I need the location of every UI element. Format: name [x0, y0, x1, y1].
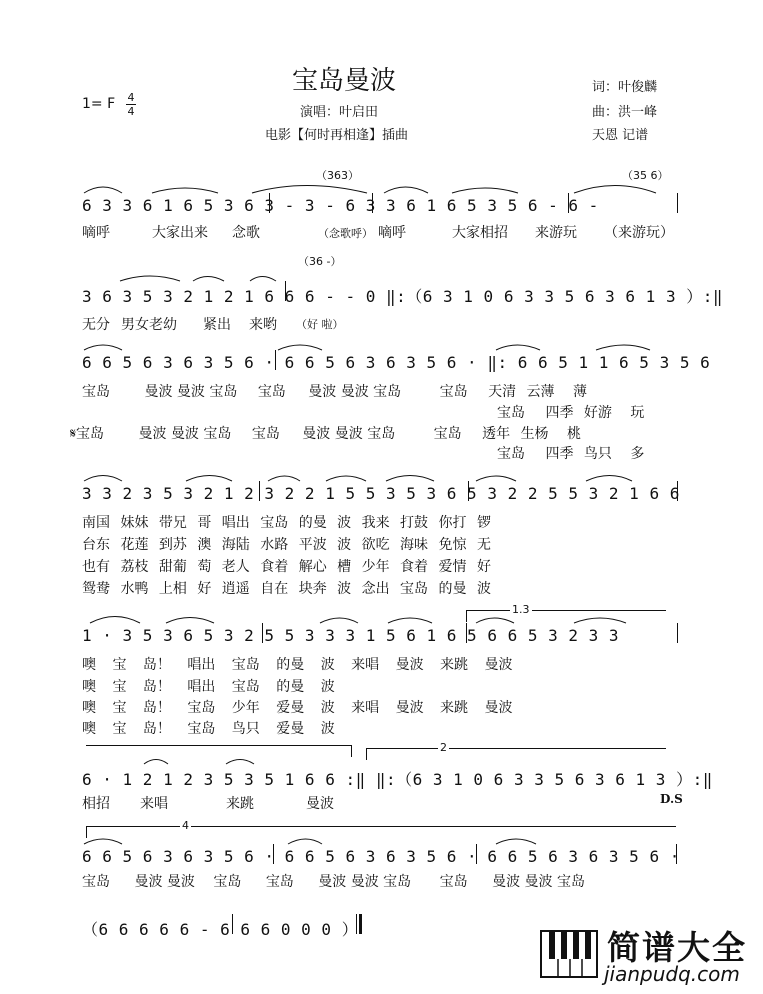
slur: [326, 476, 366, 481]
slur: [193, 277, 224, 282]
slur: [250, 277, 276, 282]
sys6-notes: 6 · 1 2 1 2 3 5 3 5 1 6 6 :‖ ‖:（6 3 1 0 6 3 3 5 6 3 6 1 3 ）:‖: [82, 770, 713, 789]
lyric: 宝岛: [433, 426, 462, 442]
slur: [144, 760, 168, 765]
composer: 曲：洪一峰: [592, 105, 658, 120]
slur: [574, 186, 656, 194]
sys8-notes: （6 6 6 6 6 - 6 6 6 0 0 0 ）: [82, 920, 359, 939]
lyric: 曼波: [170, 426, 199, 442]
logo-url[interactable]: jianpudq.com: [604, 962, 740, 986]
lyric: 宝岛: [82, 874, 110, 890]
lyric: 曼波: [176, 384, 205, 400]
slur: [268, 476, 300, 481]
key-signature: 1= F: [82, 96, 116, 112]
sys2-lyric-2: 男女老幼: [121, 317, 177, 333]
lyric: 曼波: [144, 384, 173, 400]
lyric: 𝄋宝岛: [70, 426, 105, 442]
sys7-notes: 6 6 5 6 3 6 3 5 6 · 6 6 5 6 3 6 3 5 6 · 6 6 5 6 3 6 3 5 6 ·: [82, 847, 680, 866]
slur: [320, 618, 358, 623]
sys5-lyric-2: 噢 宝 岛！ 唱出 宝岛 的曼 波: [82, 679, 335, 695]
lyric: 宝岛: [373, 384, 402, 400]
lyric: 曼波: [340, 384, 369, 400]
lyric: 天清: [488, 384, 517, 400]
slur: [90, 617, 140, 624]
transcriber: 天恩 记谱: [592, 128, 649, 143]
song-title: 宝岛曼波: [292, 66, 397, 96]
slur: [84, 345, 122, 350]
lyric: 宝岛: [209, 384, 238, 400]
lyric: 宝岛: [497, 446, 525, 462]
lyric: 鸟只: [583, 446, 612, 462]
lyric: 宝岛: [439, 874, 468, 890]
lyric: 曼波: [308, 384, 337, 400]
lyric: 四季: [545, 405, 574, 421]
slur: [152, 188, 218, 193]
sys6-lyric-3: 来跳: [226, 796, 254, 812]
sys1-lyric-3: 念歌: [232, 225, 260, 241]
slur: [586, 476, 632, 482]
lyric: 曼波: [138, 426, 167, 442]
sys2-paren: （36 -）: [298, 255, 342, 268]
lyric: 宝岛: [257, 384, 286, 400]
sys4-notes: 3 3 2 3 5 3 2 1 2 3 2 2 1 5 5 3 5 3 6 5 3 2 2 5 5 3 2 1 6 6: [82, 484, 680, 503]
time-bottom: 4: [127, 105, 135, 118]
sys1-lyric-8: （来游玩）: [604, 225, 674, 241]
sys4-lyric-3: 也有 荔枝 甜葡 萄 老人 食着 解心 槽 少年 食着 爱情 好: [82, 559, 491, 575]
slur: [386, 476, 434, 482]
slur: [166, 618, 214, 624]
sys5-notes: 1 · 3 5 3 6 5 3 2 5 5 3 3 3 1 5 6 1 6 5 6 6 5 3 2 3 3: [82, 626, 620, 645]
lyric: 宝岛: [82, 384, 110, 400]
sys1-lyric-2: 大家出来: [152, 225, 208, 241]
lyric: 曼波: [166, 874, 195, 890]
sys1-lyric-6: 大家相招: [452, 225, 508, 241]
sys5-lyric-1: 噢 宝 岛！ 唱出 宝岛 的曼 波 来唱 曼波 来跳 曼波: [82, 657, 513, 673]
sys2-lyric-4: 来哟: [249, 317, 277, 333]
slur: [384, 187, 428, 193]
volta-label: 1.3: [512, 603, 530, 616]
lyric: 四季: [545, 446, 574, 462]
slur: [496, 839, 536, 844]
volta-label: 4: [182, 819, 189, 832]
slur: [496, 345, 540, 350]
lyric: 宝岛: [213, 874, 242, 890]
lyric: 宝岛: [556, 874, 585, 890]
sys1-lyric-4: （念歌呼）: [318, 227, 373, 240]
lyric: 宝岛: [367, 426, 396, 442]
lyric: 曼波: [318, 874, 347, 890]
slur: [84, 187, 122, 193]
slur: [84, 839, 122, 844]
sys4-lyric-1: 南国 妹妹 带兄 哥 唱出 宝岛 的曼 波 我来 打鼓 你打 锣: [82, 515, 491, 531]
sys4-lyric-2: 台东 花莲 到苏 澳 海陆 水路 平波 波 欲吃 海味 免惊 无: [82, 537, 491, 553]
sys1-paren-1: （363）: [316, 169, 359, 182]
lyric: 曼波: [134, 874, 163, 890]
slur: [120, 276, 180, 281]
lyric: 曼波: [302, 426, 331, 442]
dal-segno: D.S: [660, 792, 683, 806]
sys1-lyric-5: 嘀呼: [378, 225, 406, 241]
singer: 演唱：叶启田: [300, 105, 379, 120]
sys1-paren-2: （35 6）: [622, 169, 669, 182]
lyric: 桃: [567, 426, 582, 442]
lyric: 云薄: [526, 384, 555, 400]
lyric: 生杨: [520, 426, 549, 442]
slur: [574, 618, 626, 623]
slur: [252, 186, 367, 194]
sys5-lyric-4: 噢 宝 岛！ 宝岛 鸟只 爱曼 波: [82, 721, 335, 737]
sys2-lyric-3: 紧出: [203, 317, 231, 333]
lyric: 宝岛: [439, 384, 468, 400]
lyric: 玩: [630, 405, 645, 421]
slur: [596, 345, 650, 350]
sys2-lyric-5: （好 啦）: [296, 318, 344, 331]
lyric: 曼波: [334, 426, 363, 442]
sys2-lyric-1: 无分: [82, 317, 110, 333]
lyric: 宝岛: [265, 874, 294, 890]
lyric: 薄: [572, 384, 587, 400]
logo-name: 简谱大全: [607, 928, 747, 967]
volta-label: 2: [440, 741, 447, 754]
lyric: 宝岛: [203, 426, 232, 442]
sys5-lyric-3: 噢 宝 岛！ 宝岛 少年 爱曼 波 来唱 曼波 来跳 曼波: [82, 700, 513, 716]
film-info: 电影【何时再相逢】插曲: [265, 128, 409, 143]
piano-logo-icon: [540, 925, 600, 979]
time-top: 4: [127, 91, 135, 104]
sys1-lyric-7: 来游玩: [535, 225, 577, 241]
sys2-notes: 3 6 3 5 3 2 1 2 1 6 6 6 - - 0 ‖:（6 3 1 0 6 3 3 5 6 3 6 1 3 ）:‖: [82, 287, 723, 306]
slur: [476, 618, 514, 623]
slur: [226, 760, 254, 765]
slur: [452, 188, 518, 193]
sys6-lyric-1: 相招: [82, 796, 110, 812]
sys6-lyric-2: 来唱: [140, 796, 168, 812]
sys1-lyric-1: 嘀呼: [82, 225, 110, 241]
sys4-lyric-4: 鸳鸯 水鸭 上相 好 逍遥 自在 块奔 波 念出 宝岛 的曼 波: [82, 581, 491, 597]
slur: [278, 345, 322, 350]
slur: [288, 839, 322, 844]
lyric: 宝岛: [497, 405, 525, 421]
lyric: 曼波: [492, 874, 521, 890]
slur: [186, 476, 232, 482]
lyric: 曼波: [524, 874, 553, 890]
lyric: 透年: [482, 426, 511, 442]
sys6-lyric-4: 曼波: [306, 796, 334, 812]
slur: [388, 618, 432, 623]
lyric: 曼波: [350, 874, 379, 890]
lyric: 宝岛: [251, 426, 280, 442]
slur: [84, 476, 122, 482]
lyric: 好游: [583, 405, 612, 421]
sys1-notes: 6 3 3 6 1 6 5 3 6 3 - 3 - 6 3 3 6 1 6 5 3 5 6 - 6 -: [82, 196, 599, 215]
lyricist: 词：叶俊麟: [592, 80, 658, 95]
slur: [476, 476, 516, 481]
lyric: 宝岛: [383, 874, 412, 890]
lyric: 多: [630, 446, 645, 462]
sys3-notes: 6 6 5 6 3 6 3 5 6 · 6 6 5 6 3 6 3 5 6 · ‖: 6 6 5 1 1 6 5 3 5 6: [82, 353, 711, 372]
